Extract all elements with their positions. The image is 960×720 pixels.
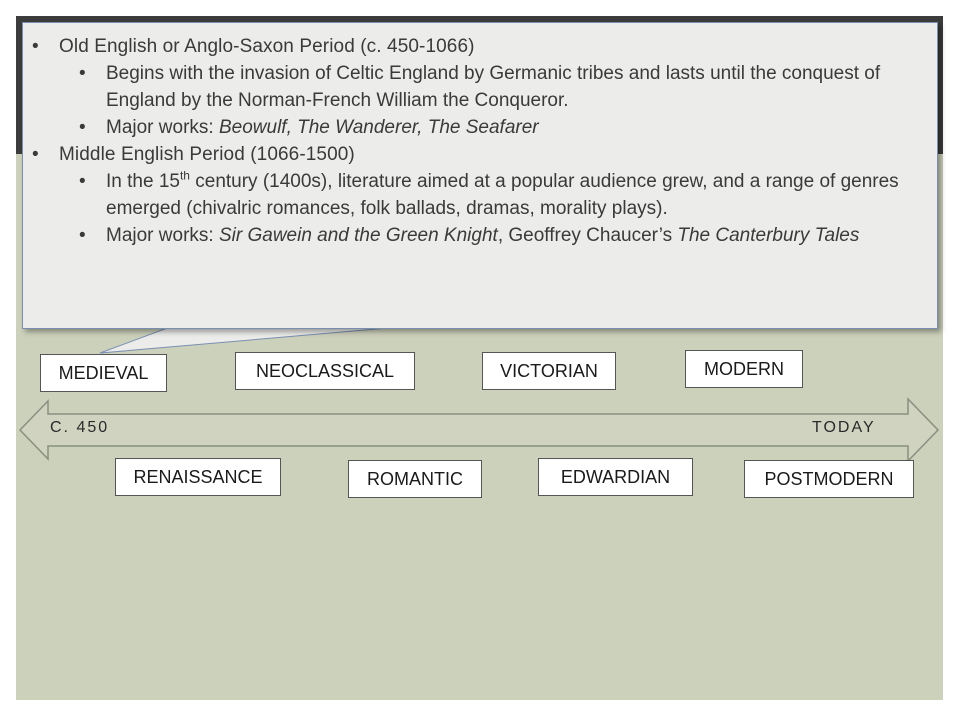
bullet-middle-english-desc: • In the 15th century (1400s), literature aimed at a popular audience grew, and a range of genres emerged (chivalric romances, folk ballads, dramas, morality plays). [23, 168, 937, 222]
bullet-middle-english: • Middle English Period (1066-1500) [23, 141, 937, 168]
timeline-start-label: C. 450 [50, 419, 110, 436]
era-neoclassical: NEOCLASSICAL [235, 352, 415, 390]
bullet-old-english: • Old English or Anglo-Saxon Period (c. 450-1066) [23, 33, 937, 60]
works-title: Sir Gawein and the Green Knight [218, 225, 498, 246]
era-medieval: MEDIEVAL [40, 354, 167, 392]
era-postmodern: POSTMODERN [744, 460, 914, 498]
era-victorian: VICTORIAN [482, 352, 616, 390]
era-renaissance: RENAISSANCE [115, 458, 281, 496]
works-title: Beowulf, The Wanderer, The Seafarer [218, 117, 539, 138]
era-edwardian: EDWARDIAN [538, 458, 693, 496]
bullet-middle-english-works: • Major works: Sir Gawein and the Green Knight, Geoffrey Chaucer’s The Canterbury Tales [23, 222, 937, 249]
timeline-end-label: TODAY [812, 419, 876, 436]
era-modern: MODERN [685, 350, 803, 388]
bullet-old-english-works: • Major works: Beowulf, The Wanderer, The Seafarer [23, 114, 937, 141]
works-title: The Canterbury Tales [677, 225, 860, 246]
bullet-old-english-desc: • Begins with the invasion of Celtic England by Germanic tribes and lasts until the conquest of England by the Norman-French William the Conqueror. [23, 60, 937, 114]
era-romantic: ROMANTIC [348, 460, 482, 498]
